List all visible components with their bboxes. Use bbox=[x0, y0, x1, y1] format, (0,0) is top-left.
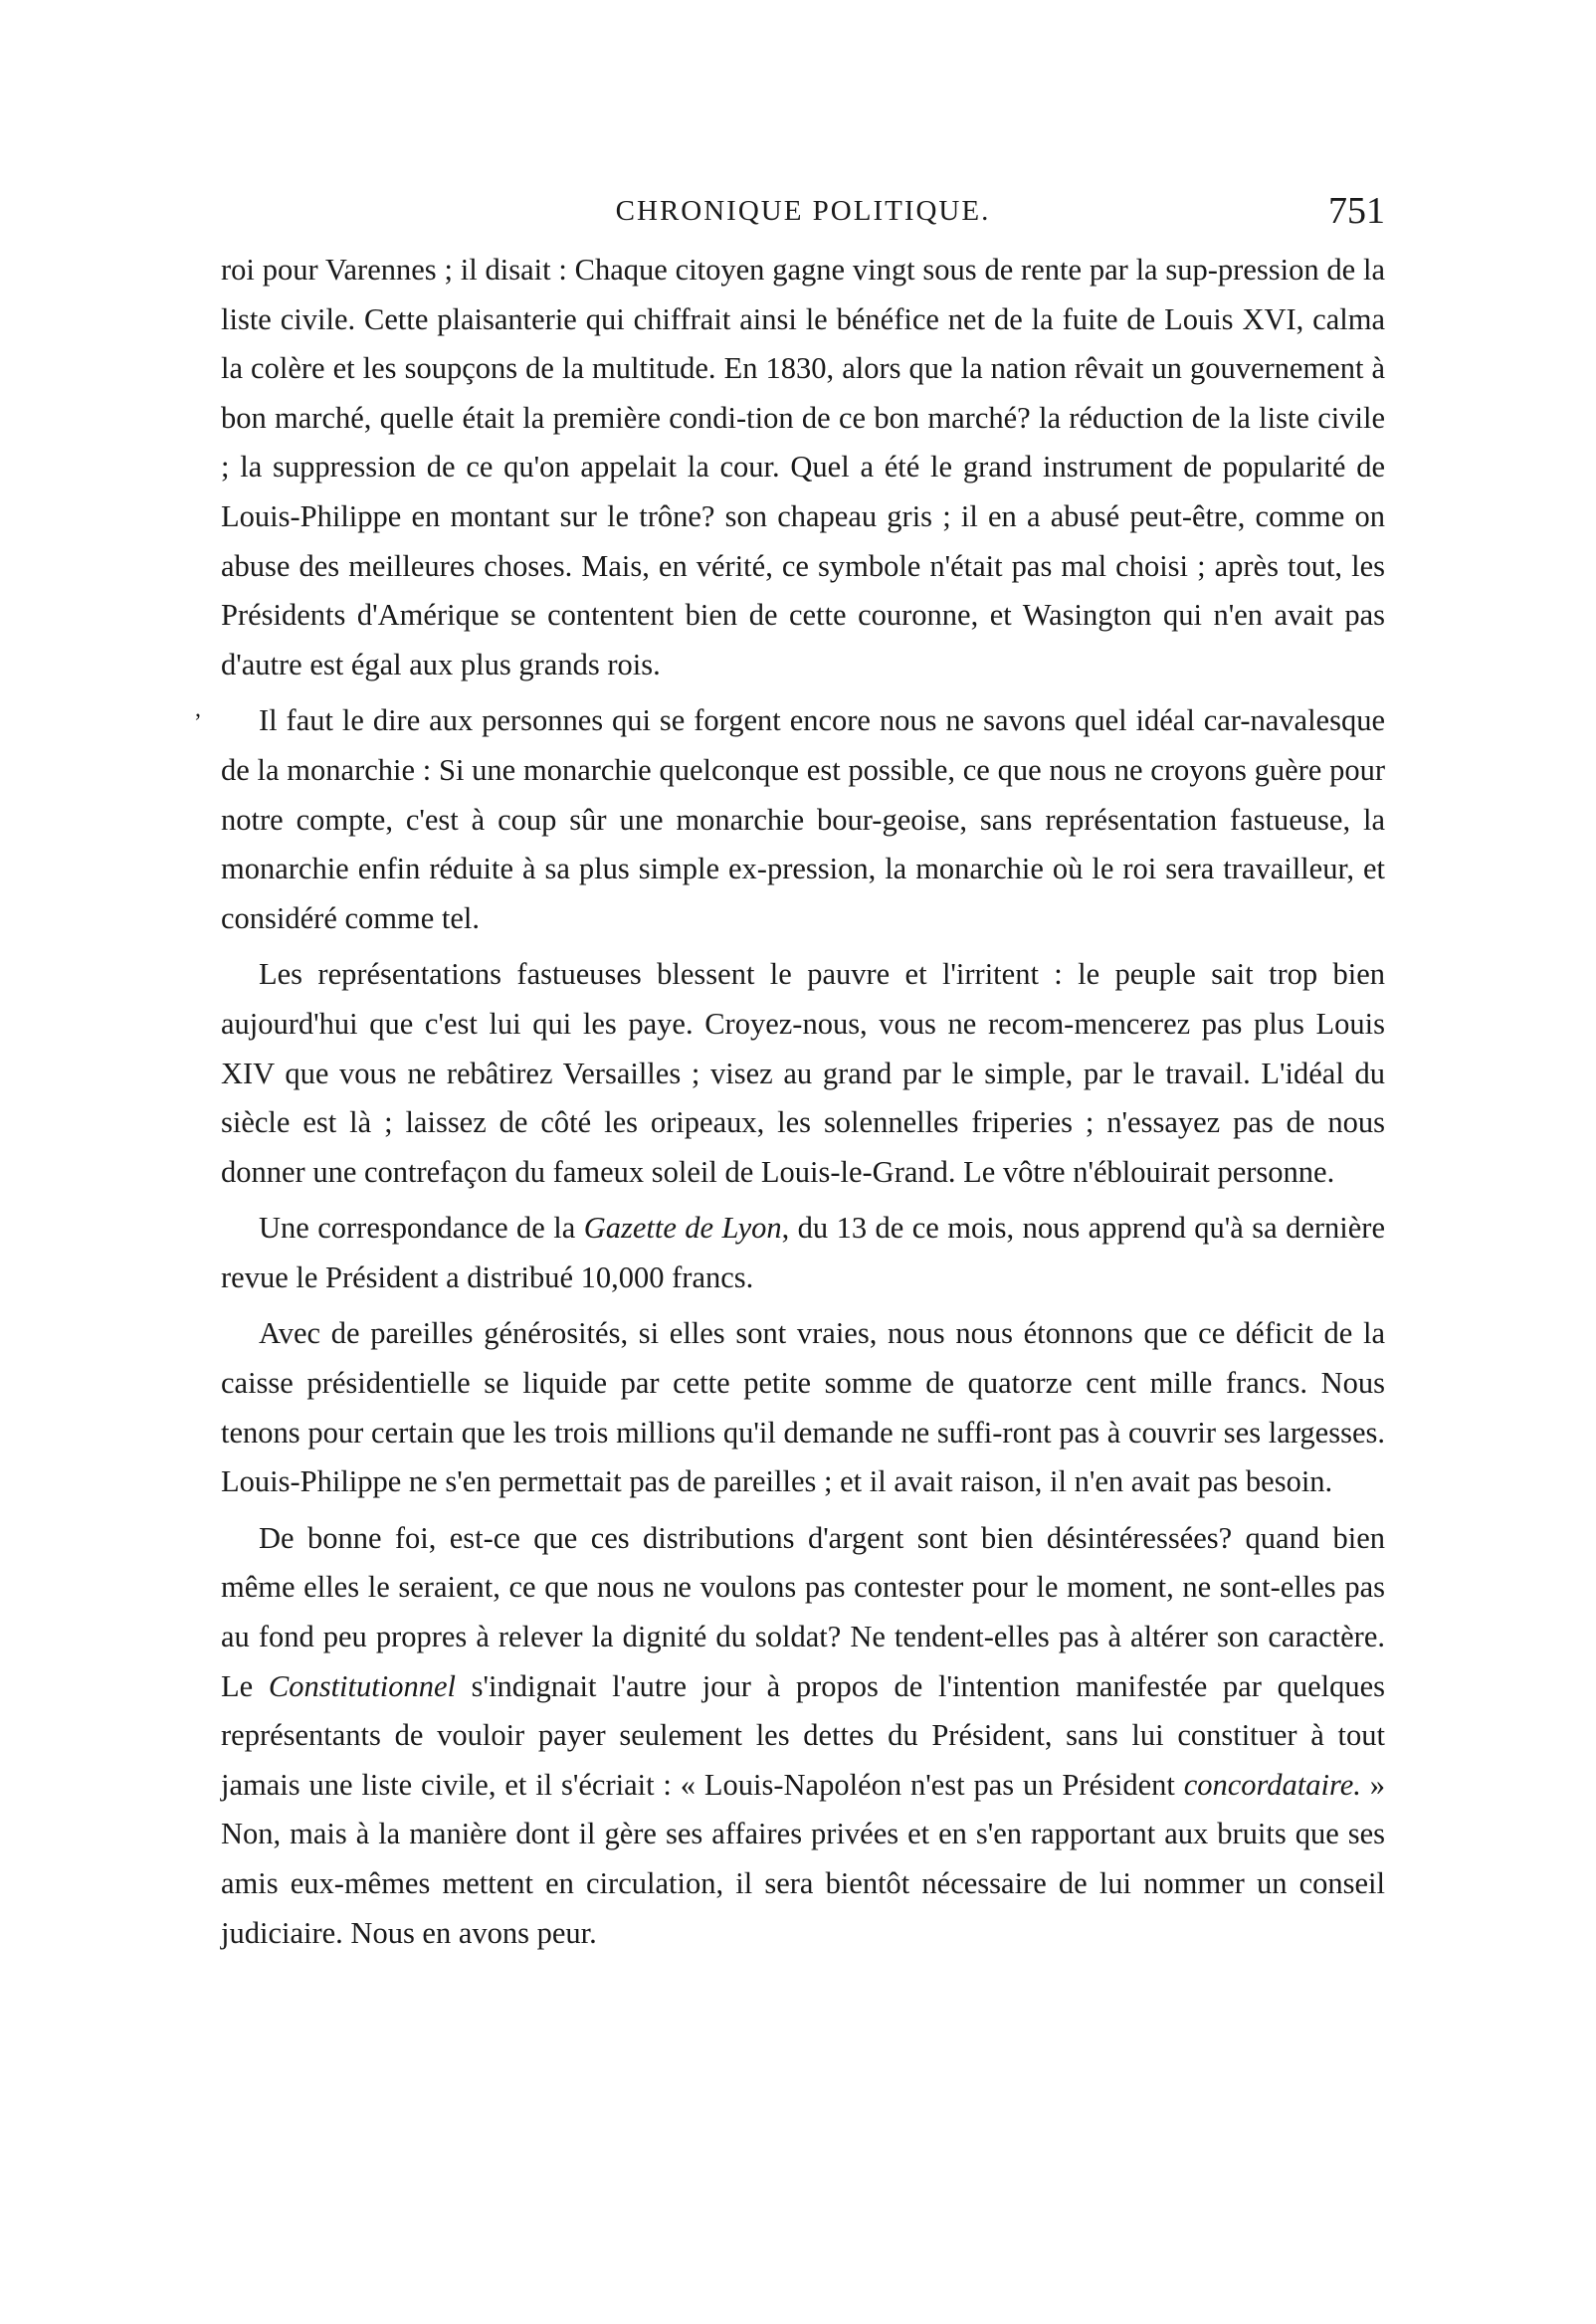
paragraph-6-text-b: s'indignait l'autre jour à propos de l'intention manifestée par quelques représentants de vouloir payer seulement les dettes du Président, sans lui constituer à tout jamais une liste civile, et il s'écriait : « Louis-Napoléon n'est pas un Président bbox=[221, 1668, 1385, 1802]
gazette-de-lyon-title: Gazette de Lyon bbox=[583, 1211, 782, 1246]
margin-mark: , bbox=[195, 696, 201, 722]
paragraph-1: roi pour Varennes ; il disait : Chaque citoyen gagne vingt sous de rente par la sup-pression de la liste civile. Cette plaisanterie qui chiffrait ainsi le bénéfice net de la fuite de Louis XVI, calma la colère et les soupçons de la multitude. En 1830, alors que la nation rêvait un gouvernement à bon marché, quelle était la première condi-tion de ce bon marché? la réduction de la liste civile ; la suppression de ce qu'on appelait la cour. Quel a été le grand instrument de popularité de Louis-Philippe en montant sur le trône? son chapeau gris ; il en a abusé peut-être, comme on abuse des meilleures choses. Mais, en vérité, ce symbole n'était pas mal choisi ; après tout, les Présidents d'Amérique se contentent bien de cette couronne, et Wasington qui n'en avait pas d'autre est égal aux plus grands rois. bbox=[221, 253, 1385, 681]
running-title: CHRONIQUE POLITIQUE. bbox=[615, 195, 991, 227]
paragraph-4-text-a: Une correspondance de la bbox=[259, 1211, 584, 1246]
paragraph-5: Avec de pareilles générosités, si elles sont vraies, nous nous étonnons que ce déficit de la caisse présidentielle se liquide par cette petite somme de quatorze cent mille francs. Nous tenons pour certain que les trois millions qu'il demande ne suffi-ront pas à couvrir ses largesses. Louis-Philippe ne s'en permettait pas de pareilles ; et il avait raison, il n'en avait pas besoin. bbox=[221, 1316, 1385, 1499]
page-number: 751 bbox=[1328, 190, 1385, 232]
concordataire-word: concordataire. bbox=[1183, 1767, 1361, 1802]
paragraph-6 bbox=[221, 1514, 1385, 1958]
paragraph-3: Les représentations fastueuses blessent le pauvre et l'irritent : le peuple sait trop bien aujourd'hui que c'est lui qui les paye. Croyez-nous, vous ne recom-mencerez pas plus Louis XIV que vous ne rebâtirez Versailles ; visez au grand par le simple, par le travail. L'idéal du siècle est là ; laissez de côté les oripeaux, les solennelles friperies ; n'essayez pas de nous donner une contrefaçon du fameux soleil de Louis-le-Grand. Le vôtre n'éblouirait personne. bbox=[221, 957, 1385, 1189]
paragraph-2: Il faut le dire aux personnes qui se forgent encore nous ne savons quel idéal car-navalesque de la monarchie : Si une monarchie quelconque est possible, ce que nous ne croyons guère pour notre compte, c'est à coup sûr une monarchie bour-geoise, sans représentation fastueuse, la monarchie enfin réduite à sa plus simple ex-pression, la monarchie où le roi sera travailleur, et considéré comme tel. bbox=[221, 703, 1385, 935]
paragraph-4 bbox=[221, 1204, 1385, 1302]
running-header bbox=[221, 189, 1385, 245]
paragraph-6-text-a: De bonne foi, est-ce que ces distributions d'argent sont bien désintéressées? quand bien même elles le seraient, ce que nous ne voulons pas contester pour le moment, ne sont-elles pas au fond peu propres à relever la dignité du soldat? Ne tendent-elles pas à altérer son caractère. Le bbox=[221, 1520, 1385, 1703]
body-text bbox=[221, 246, 1385, 1965]
paragraph-4-text-b: , du 13 de ce mois, nous apprend qu'à sa dernière revue le Président a distribué 10,000 francs. bbox=[221, 1211, 1386, 1294]
constitutionnel-title: Constitutionnel bbox=[268, 1668, 456, 1703]
paragraph-6-text-c: » Non, mais à la manière dont il gère ses affaires privées et en s'en rapportant aux bruits que ses amis eux-mêmes mettent en circulation, il sera bientôt nécessaire de lui nommer un conseil judiciaire. Nous en avons peur. bbox=[221, 1767, 1386, 1950]
